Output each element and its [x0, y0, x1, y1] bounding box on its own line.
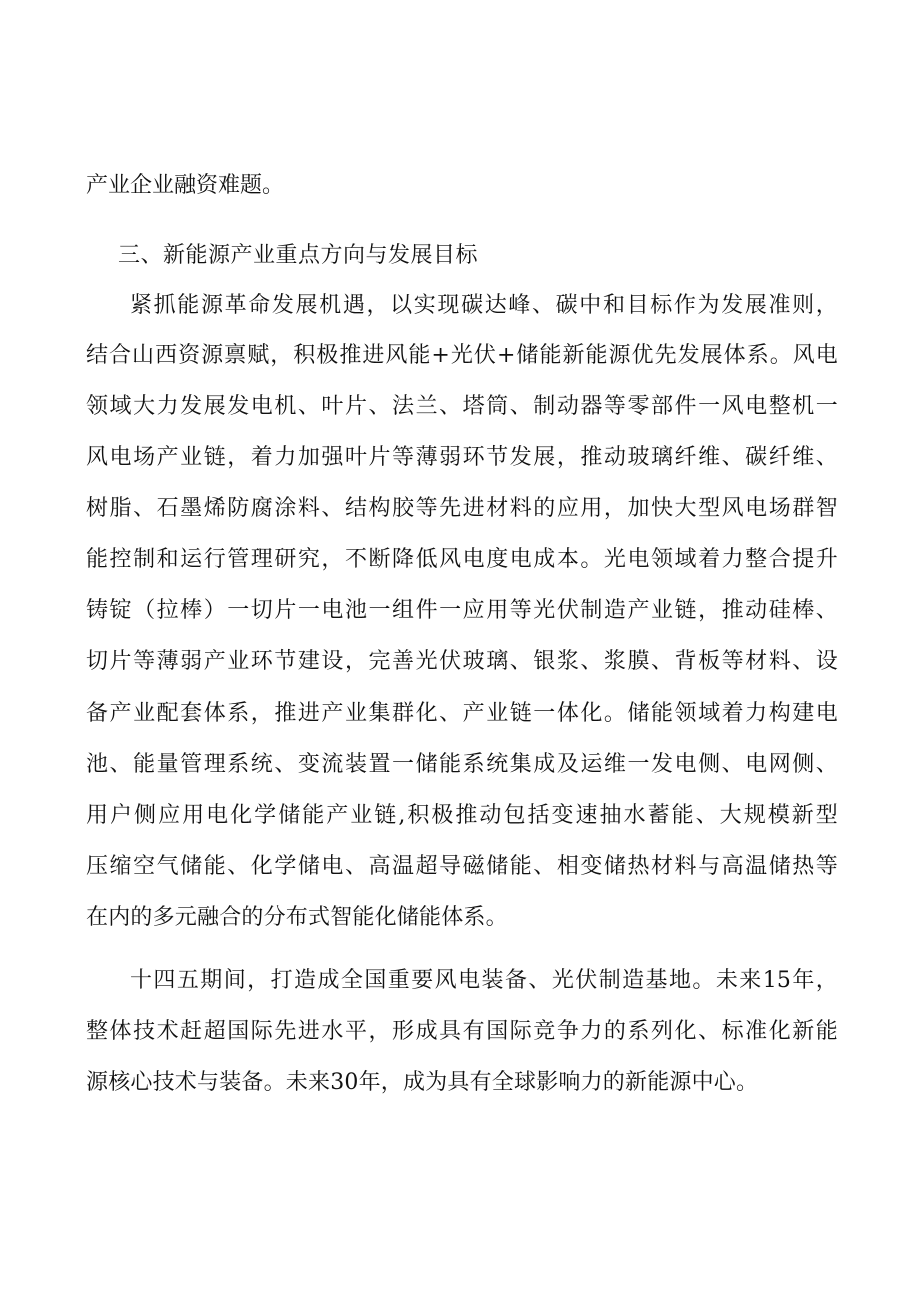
- body-line: 池、能量管理系统、变流装置一储能系统集成及运维一发电侧、电网侧、: [86, 752, 838, 777]
- body-line: 紧抓能源革命发展机遇，以实现碳达峰、碳中和目标作为发展准则，: [130, 293, 838, 318]
- body-line: 十四五期间，打造成全国重要风电装备、光伏制造基地。未来15年，: [130, 968, 838, 993]
- body-line: 树脂、石墨烯防腐涂料、结构胶等先进材料的应用，加快大型风电场群智: [86, 496, 838, 521]
- body-line: 在内的多元融合的分布式智能化储能体系。: [86, 905, 508, 930]
- body-line: 结合山西资源禀赋，积极推进风能+光伏+储能新能源优先发展体系。风电: [86, 343, 838, 368]
- body-line: 备产业配套体系，推进产业集群化、产业链一体化。储能领域着力构建电: [86, 701, 838, 726]
- body-line: 能控制和运行管理研究，不断降低风电度电成本。光电领域着力整合提升: [86, 547, 838, 572]
- body-line: 风电场产业链，着力加强叶片等薄弱环节发展，推动玻璃纤维、碳纤维、: [86, 445, 838, 470]
- body-line: 压缩空气储能、化学储电、高温超导磁储能、相变储热材料与高温储热等: [86, 854, 838, 879]
- body-line: 领域大力发展发电机、叶片、法兰、塔筒、制动器等零部件一风电整机一: [86, 394, 838, 419]
- body-line: 整体技术赶超国际先进水平，形成具有国际竞争力的系列化、标准化新能: [86, 1019, 838, 1044]
- paragraph-continuation: 产业企业融资难题。: [86, 173, 285, 198]
- body-line: 切片等薄弱产业环节建设，完善光伏玻璃、银浆、浆膜、背板等材料、设: [86, 649, 838, 674]
- body-line: 铸锭（拉棒）一切片一电池一组件一应用等光伏制造产业链，推动硅棒、: [86, 598, 838, 623]
- section-heading: 三、新能源产业重点方向与发展目标: [118, 243, 479, 268]
- body-line: 用户侧应用电化学储能产业链,积极推动包括变速抽水蓄能、大规模新型: [86, 803, 838, 828]
- body-line: 源核心技术与装备。未来30年，成为具有全球影响力的新能源中心。: [86, 1070, 759, 1095]
